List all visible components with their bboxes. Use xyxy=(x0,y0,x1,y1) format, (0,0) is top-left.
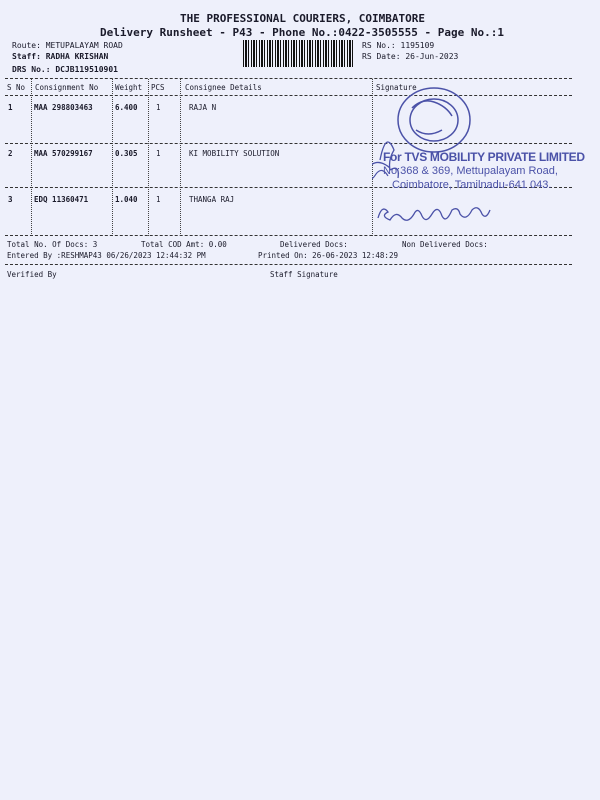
runsheet-subtitle: Delivery Runsheet - P43 - Phone No.:0422-3505555 - Page No.:1 xyxy=(100,26,504,39)
total-cod: Total COD Amt: 0.00 xyxy=(141,240,227,249)
table-row-weight: 1.040 xyxy=(115,195,138,204)
table-row-consignee: RAJA N xyxy=(189,103,217,112)
col-header-signature: Signature xyxy=(376,83,417,92)
col-header-sno: S No xyxy=(7,83,26,92)
verified-by-label: Verified By xyxy=(7,270,57,279)
table-row-sno: 3 xyxy=(8,195,13,204)
drs-number: DRS No.: DCJB119510901 xyxy=(12,65,118,74)
rs-date: RS Date: 26-Jun-2023 xyxy=(362,52,459,61)
table-row-consignment: MAA 570299167 xyxy=(34,149,93,158)
staff-signature-label: Staff Signature xyxy=(270,270,338,279)
summary-rule xyxy=(5,264,572,265)
table-row-consignee: KI MOBILITY SOLUTION xyxy=(189,149,280,158)
company-title: THE PROFESSIONAL COURIERS, COIMBATORE xyxy=(180,12,426,25)
route-label: Route: METUPALAYAM ROAD xyxy=(12,41,123,50)
staff-label: Staff: RADHA KRISHAN xyxy=(12,52,109,61)
table-row-pcs: 1 xyxy=(156,149,161,158)
printed-on: Printed On: 26-06-2023 12:48:29 xyxy=(258,251,398,260)
table-row-consignment: MAA 298803463 xyxy=(34,103,93,112)
stamp-company-line: For TVS MOBILITY PRIVATE LIMITED xyxy=(383,150,585,164)
col-header-weight: Weight xyxy=(115,83,143,92)
col-header-pcs: PCS xyxy=(151,83,165,92)
table-row-consignment: EDQ 11360471 xyxy=(34,195,89,204)
table-row-weight: 0.305 xyxy=(115,149,138,158)
barcode xyxy=(243,40,355,67)
table-row-pcs: 1 xyxy=(156,103,161,112)
table-top-rule xyxy=(5,78,572,79)
delivered-docs: Delivered Docs: xyxy=(280,240,348,249)
table-row-consignee: THANGA RAJ xyxy=(189,195,235,204)
entered-by: Entered By :RESHMAP43 06/26/2023 12:44:32 PM xyxy=(7,251,206,260)
total-docs: Total No. Of Docs: 3 xyxy=(7,240,98,249)
col-divider xyxy=(31,79,32,236)
recipient-signature xyxy=(374,198,504,226)
col-header-consignee: Consignee Details xyxy=(185,83,262,92)
non-delivered-docs: Non Delivered Docs: xyxy=(402,240,488,249)
table-row-sno: 2 xyxy=(8,149,13,158)
col-divider xyxy=(180,79,181,236)
col-header-consignment: Consignment No xyxy=(35,83,99,92)
rs-number: RS No.: 1195109 xyxy=(362,41,435,50)
col-divider xyxy=(148,79,149,236)
table-row-weight: 6.400 xyxy=(115,103,138,112)
table-row-sno: 1 xyxy=(8,103,13,112)
col-divider xyxy=(112,79,113,236)
stamp-address-line: No:368 & 369, Mettupalayam Road, xyxy=(383,165,558,177)
stamp-city-line: Coimbatore, Tamilnadu-641 043. xyxy=(392,179,552,191)
table-row-pcs: 1 xyxy=(156,195,161,204)
